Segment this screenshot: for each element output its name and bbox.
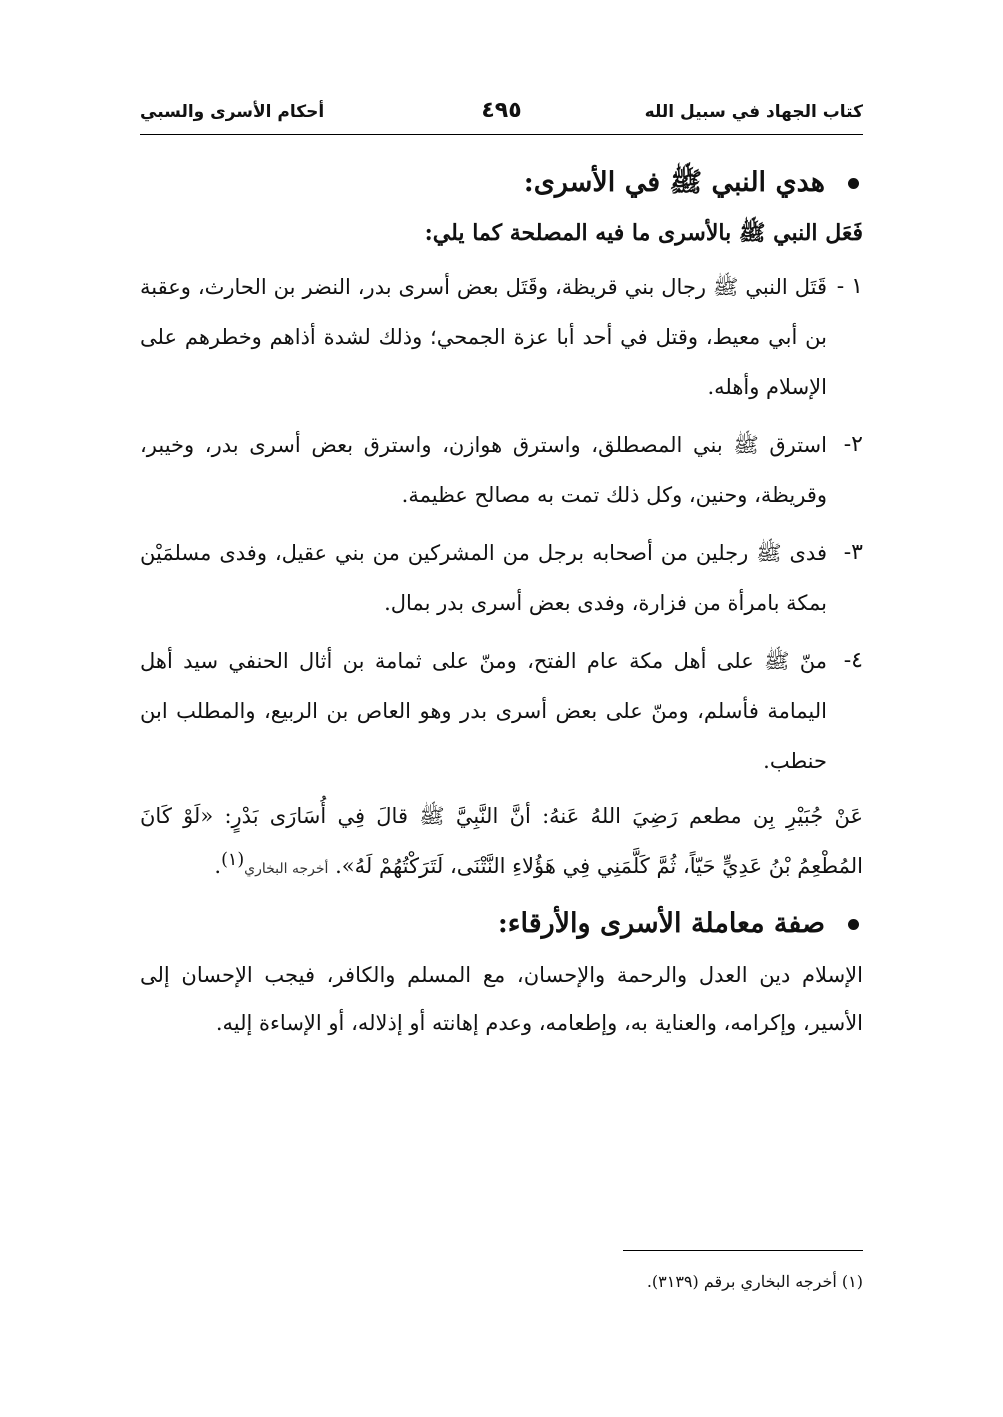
footnote: (١) أخرجه البخاري برقم (٣١٣٩).: [646, 1272, 863, 1291]
list-item: [140, 528, 863, 628]
list-item-number: ٢-: [843, 432, 863, 457]
list-item: [140, 636, 863, 786]
bullet-icon: [848, 919, 859, 930]
hadith-quote: [140, 794, 863, 891]
section-subtitle: فَعَل النبي ﷺ بالأسرى ما فيه المصلحة كما يلي:: [424, 220, 863, 246]
list-item-number: ٣-: [843, 540, 863, 565]
list-item-text: منّ ﷺ على أهل مكة عام الفتح، ومنّ على ثمامة بن أثال الحنفي سيد أهل اليمامة فأسلم، ومنّ على بعض أسرى بدر وهو العاص بن الربيع، والمطلب ابن حنطب.: [140, 649, 827, 773]
hadith-end: .: [214, 854, 222, 878]
footnote-divider: [623, 1250, 863, 1251]
running-header: [140, 100, 863, 135]
chapter-title: أحكام الأسرى والسبي: [140, 102, 325, 122]
body-paragraph: الإسلام دين العدل والرحمة والإحسان، مع المسلم والكافر، فيجب الإحسان إلى الأسير، وإكرامه، والعناية به، وإطعامه، وعدم إهانته أو إذلاله، أو الإساءة إليه.: [140, 963, 863, 1035]
hadith-source: أخرجه البخاري: [244, 861, 329, 877]
list-item-text: استرق ﷺ بني المصطلق، واسترق هوازن، واسترق بعض أسرى بدر، وخيبر، وقريظة، وحنين، وكل ذلك تمت به مصالح عظيمة.: [140, 433, 827, 507]
list-item: [140, 262, 863, 412]
page-number: ٤٩٥: [481, 98, 522, 123]
section-heading-guidance: [140, 160, 863, 206]
list-item-text: فدى ﷺ رجلين من أصحابه برجل من المشركين من بني عقيل، وفدى مسلمَيْن بمكة بامرأة من فزارة، وفدى بعض أسرى بدر بمال.: [140, 541, 827, 615]
section-heading-text: صفة معاملة الأسرى والأرقاء:: [497, 908, 825, 939]
page-body: [140, 160, 863, 1047]
bullet-icon: [848, 178, 859, 189]
list-item-text: قَتَل النبي ﷺ رجال بني قريظة، وقَتَل بعض أسرى بدر، النضر بن الحارث، وعقبة بن أبي معيط، وقتل في أحد أبا عزة الجمحي؛ وذلك لشدة أذاهم وخطرهم على الإسلام وأهله.: [140, 275, 827, 399]
section-heading-text: هدي النبي ﷺ في الأسرى:: [523, 167, 825, 198]
footnote-ref[interactable]: (١): [221, 850, 245, 870]
hadith-text: عَنْ جُبَيْرِ بِن مطعم رَضِيَ اللهُ عَنهُ: أنَّ النَّبِيَّ ﷺ قالَ فِي أُسَارَى بَدْرٍ: «لَوْ كَانَ المُطْعِمُ بْنُ عَدِيٍّ حَيّاً، ثُمَّ كَلَّمَنِي فِي هَؤُلاءِ النَّتْنَى، لَتَرَكْتُهُمْ لَهُ».: [140, 804, 863, 878]
section-heading-treatment: [140, 901, 863, 947]
list-item-number: ٤-: [843, 648, 863, 673]
list-item-number: ١ -: [836, 274, 863, 299]
list-item: [140, 420, 863, 520]
book-title: كتاب الجهاد في سبيل الله: [644, 102, 863, 122]
